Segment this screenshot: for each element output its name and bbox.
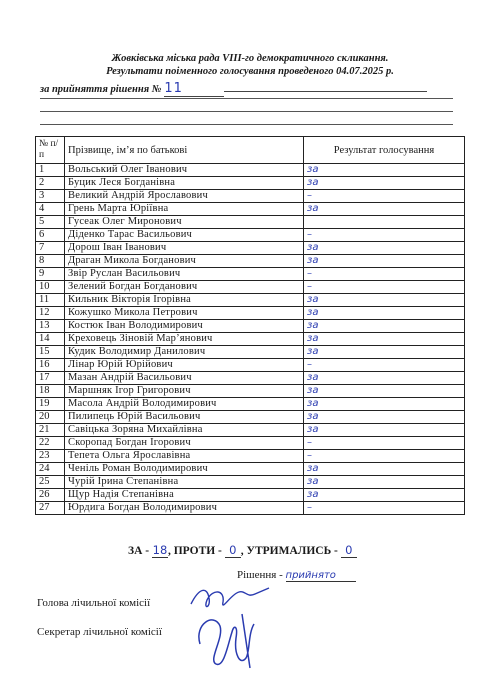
chair-signature-label: Голова лічильної комісії [37, 597, 151, 609]
vote-results-title: Результати поіменного голосування проведеного 04.07.2025 р. [106, 66, 394, 77]
deputy-name: Вольський Олег Іванович [65, 164, 304, 177]
deputy-name: Чурій Ірина Степанівна [65, 476, 304, 489]
table-row [36, 164, 465, 177]
row-number: 7 [36, 242, 65, 255]
row-number: 17 [36, 372, 65, 385]
vote-result: за [304, 294, 465, 307]
vote-result: за [304, 242, 465, 255]
row-number: 20 [36, 411, 65, 424]
deputy-name: Костюк Іван Володимирович [65, 320, 304, 333]
table-row [36, 346, 465, 359]
row-number: 23 [36, 450, 65, 463]
vote-summary [128, 543, 428, 558]
vote-result [304, 216, 465, 229]
row-number: 8 [36, 255, 65, 268]
row-number: 13 [36, 320, 65, 333]
vote-result: – [304, 359, 465, 372]
blank-line [40, 124, 453, 125]
row-number: 24 [36, 463, 65, 476]
row-number: 19 [36, 398, 65, 411]
vote-result: – [304, 268, 465, 281]
vote-result: за [304, 489, 465, 502]
table-header-row [36, 137, 465, 164]
against-label: , ПРОТИ - [167, 545, 222, 557]
row-number: 25 [36, 476, 65, 489]
deputy-name: Буцик Леся Богданівна [65, 177, 304, 190]
row-number: 26 [36, 489, 65, 502]
deputy-name: Масола Андрій Володимирович [65, 398, 304, 411]
vote-result: – [304, 502, 465, 515]
decision-line [40, 81, 460, 97]
table-row [36, 216, 465, 229]
deputy-name: Кудик Володимир Данилович [65, 346, 304, 359]
row-number: 10 [36, 281, 65, 294]
vote-result: за [304, 424, 465, 437]
deputy-name: Звір Руслан Васильович [65, 268, 304, 281]
row-number: 15 [36, 346, 65, 359]
table-row [36, 463, 465, 476]
votes-table [35, 136, 465, 515]
abstain-count: 0 [341, 543, 357, 558]
table-row [36, 502, 465, 515]
table-row [36, 307, 465, 320]
table-row [36, 320, 465, 333]
table-row [36, 385, 465, 398]
table-row [36, 437, 465, 450]
row-number: 14 [36, 333, 65, 346]
deputy-name: Ченіль Роман Володимирович [65, 463, 304, 476]
for-count: 18 [152, 543, 168, 557]
votes-table-body [36, 164, 465, 515]
table-row [36, 190, 465, 203]
document-header [40, 52, 460, 78]
decision-result-value: прийнято [286, 570, 356, 582]
row-number: 9 [36, 268, 65, 281]
col-number-header: № п/п [36, 137, 65, 164]
decision-label: за прийняття рішення № [40, 84, 162, 95]
row-number: 2 [36, 177, 65, 190]
vote-result: – [304, 437, 465, 450]
table-row [36, 177, 465, 190]
vote-result: за [304, 307, 465, 320]
row-number: 11 [36, 294, 65, 307]
vote-result: за [304, 320, 465, 333]
table-row [36, 242, 465, 255]
vote-result: за [304, 177, 465, 190]
blank-line [40, 111, 453, 112]
row-number: 4 [36, 203, 65, 216]
deputy-name: Савіцька Зоряна Михайлівна [65, 424, 304, 437]
col-name-header: Прізвище, ім’я по батькові [65, 137, 304, 164]
table-row [36, 424, 465, 437]
deputy-name: Креховець Зіновій Мар’янович [65, 333, 304, 346]
vote-result: за [304, 476, 465, 489]
vote-result: за [304, 411, 465, 424]
row-number: 27 [36, 502, 65, 515]
vote-result: за [304, 333, 465, 346]
col-result-header: Результат голосування [304, 137, 465, 164]
decision-number: 11 [164, 81, 224, 97]
vote-result: – [304, 281, 465, 294]
table-row [36, 333, 465, 346]
deputy-name: Мазан Андрій Васильович [65, 372, 304, 385]
table-row [36, 255, 465, 268]
table-row [36, 268, 465, 281]
deputy-name: Скоропад Богдан Ігорович [65, 437, 304, 450]
table-row [36, 489, 465, 502]
secretary-signature [190, 604, 270, 674]
row-number: 18 [36, 385, 65, 398]
deputy-name: Дорош Іван Іванович [65, 242, 304, 255]
against-count: 0 [225, 543, 241, 558]
table-row [36, 411, 465, 424]
table-row [36, 229, 465, 242]
deputy-name: Юрдига Богдан Володимирович [65, 502, 304, 515]
vote-result: – [304, 450, 465, 463]
deputy-name: Діденко Тарас Васильович [65, 229, 304, 242]
vote-result: за [304, 164, 465, 177]
row-number: 12 [36, 307, 65, 320]
council-title: Жовківська міська рада VIII-го демократичного скликання. [111, 53, 389, 64]
vote-result: за [304, 203, 465, 216]
deputy-name: Драган Микола Богданович [65, 255, 304, 268]
vote-result: за [304, 372, 465, 385]
row-number: 5 [36, 216, 65, 229]
vote-result: за [304, 463, 465, 476]
row-number: 1 [36, 164, 65, 177]
deputy-name: Тепета Ольга Ярославівна [65, 450, 304, 463]
table-row [36, 281, 465, 294]
blank-line [40, 98, 453, 99]
vote-result: за [304, 346, 465, 359]
table-row [36, 450, 465, 463]
row-number: 3 [36, 190, 65, 203]
table-row [36, 359, 465, 372]
vote-result: за [304, 255, 465, 268]
deputy-name: Кильник Вікторія Ігорівна [65, 294, 304, 307]
for-label: ЗА - [128, 545, 150, 557]
vote-result: – [304, 229, 465, 242]
deputy-name: Кожушко Микола Петрович [65, 307, 304, 320]
table-row [36, 294, 465, 307]
table-row [36, 476, 465, 489]
deputy-name: Пилипець Юрій Васильович [65, 411, 304, 424]
secretary-signature-label: Секретар лічильної комісії [37, 626, 162, 638]
row-number: 22 [36, 437, 65, 450]
row-number: 6 [36, 229, 65, 242]
deputy-name: Великий Андрій Ярославович [65, 190, 304, 203]
table-row [36, 398, 465, 411]
row-number: 21 [36, 424, 65, 437]
row-number: 16 [36, 359, 65, 372]
deputy-name: Грень Марта Юріївна [65, 203, 304, 216]
decision-blank [224, 91, 427, 92]
vote-result: за [304, 398, 465, 411]
table-row [36, 203, 465, 216]
decision-result-label: Рішення - [237, 569, 283, 581]
deputy-name: Щур Надія Степанівна [65, 489, 304, 502]
deputy-name: Зелений Богдан Богданович [65, 281, 304, 294]
vote-result: – [304, 190, 465, 203]
abstain-label: , УТРИМАЛИСЬ - [240, 545, 338, 557]
vote-result: за [304, 385, 465, 398]
deputy-name: Маршняк Ігор Григорович [65, 385, 304, 398]
table-row [36, 372, 465, 385]
deputy-name: Гусеак Олег Миронович [65, 216, 304, 229]
decision-result [237, 569, 356, 582]
deputy-name: Лінар Юрій Юрійович [65, 359, 304, 372]
